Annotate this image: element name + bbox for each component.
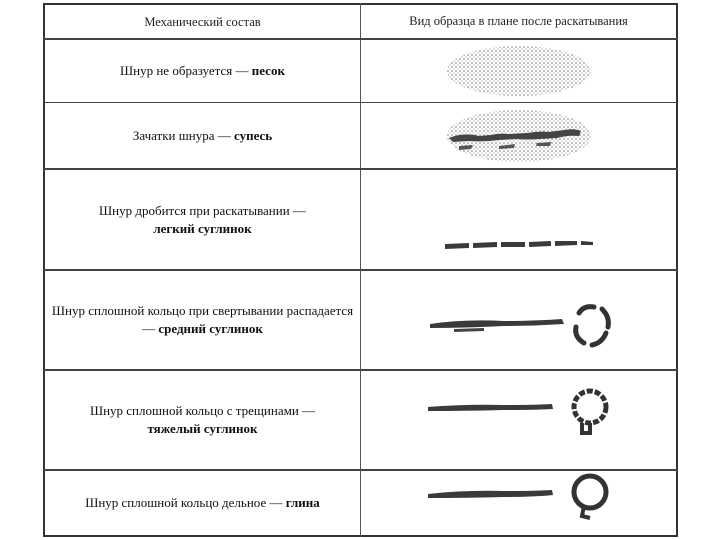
solid-ring-illustration — [361, 468, 676, 526]
row-medium-loam-description — [45, 271, 360, 369]
row-text: Шнур не образуется — — [120, 63, 252, 78]
row-text: Шнур сплошной кольцо при свертывании распадается — — [51, 303, 354, 336]
row-text: Шнур сплошной кольцо дельное — — [85, 495, 286, 510]
soil-type-label: супесь — [234, 127, 273, 143]
row-heavy-loam-description — [45, 371, 360, 469]
soil-type-label: средний суглинок — [158, 321, 263, 336]
sand-blob-illustration — [361, 40, 676, 102]
row-clay-description — [45, 471, 360, 535]
header-sample-view: Вид образца в плане после раскатывания — [409, 14, 628, 28]
soil-type-label: песок — [251, 63, 285, 78]
row-text: Зачатки шнура — — [132, 127, 234, 143]
row-sand-description — [45, 40, 360, 102]
broken-ring-illustration — [361, 296, 676, 358]
soil-type-label: глина — [285, 495, 320, 510]
header-mechanical-composition: Механический состав — [144, 14, 261, 29]
row-text: Шнур сплошной кольцо с трещинами — — [89, 403, 316, 418]
row-sandy-loam-description — [45, 103, 360, 168]
segmented-cord-illustration — [361, 230, 676, 260]
soil-type-label: тяжелый суглинок — [147, 421, 258, 436]
soil-type-label: легкий суглинок — [153, 220, 252, 236]
row-light-loam-description — [45, 170, 360, 269]
sandy-loam-illustration — [361, 103, 676, 168]
cracked-ring-illustration — [361, 383, 676, 445]
row-text: Шнур дробится при раскатывании — — [99, 202, 306, 218]
